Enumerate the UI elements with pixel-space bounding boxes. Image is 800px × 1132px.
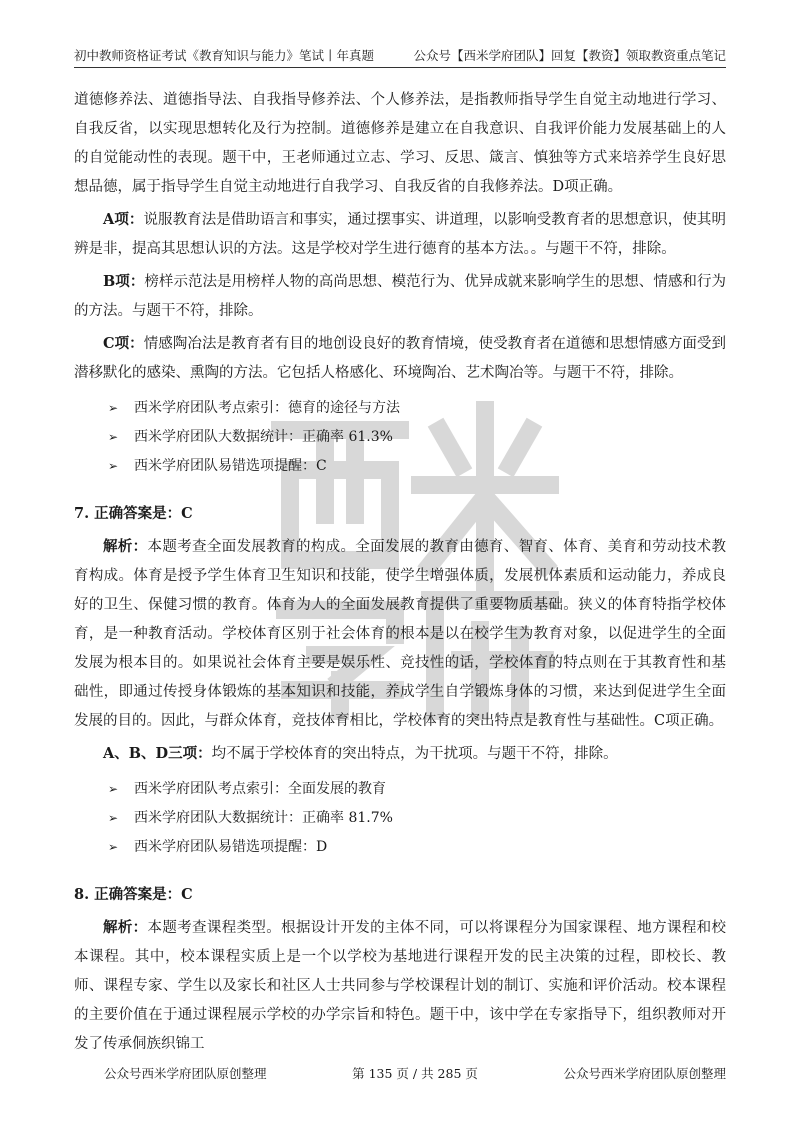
- list-item: ➢ 西米学府团队考点索引：德育的途径与方法: [108, 394, 726, 423]
- option-c-paragraph: [74, 329, 726, 388]
- arrowhead-bullet-icon: ➢: [108, 430, 119, 444]
- arrowhead-bullet-icon: ➢: [108, 401, 119, 415]
- page-number: 第 135 页 / 共 285 页: [352, 1066, 478, 1081]
- header-right-text: 公众号【西米学府团队】回复【教资】领取教资重点笔记: [413, 48, 726, 63]
- option-a-text: 说服教育法是借助语言和事实，通过摆事实、讲道理，以影响受教育者的思想意识，使其明辨是非，提高其思想认识的方法。这是学校对学生进行德育的基本方法。。与题干不符，排除。: [74, 212, 726, 257]
- option-b-paragraph: [74, 267, 726, 326]
- question-7-options-note: [74, 739, 726, 769]
- list-item: ➢ 西米学府团队易错选项提醒：D: [108, 833, 726, 862]
- arrowhead-bullet-icon: ➢: [108, 782, 119, 796]
- option-c-label: C项：: [103, 335, 144, 352]
- list-item: ➢ 西米学府团队考点索引：全面发展的教育: [108, 775, 726, 804]
- footer-left-text: 公众号西米学府团队原创整理: [104, 1066, 267, 1081]
- arrowhead-bullet-icon: ➢: [108, 811, 119, 825]
- q6-notes-list: [108, 394, 726, 481]
- options-abd-text: 均不属于学校体育的突出特点，为干扰项。与题干不符，排除。: [211, 746, 618, 762]
- page-header: [74, 38, 726, 68]
- list-item: ➢ 西米学府团队大数据统计：正确率 81.7%: [108, 804, 726, 833]
- options-abd-label: A、B、D三项：: [103, 745, 212, 762]
- explanation-label: 解析：: [103, 538, 148, 555]
- q7-notes-list: [108, 775, 726, 862]
- header-left-text: 初中教师资格证考试《教育知识与能力》笔试丨年真题: [74, 48, 375, 63]
- arrowhead-bullet-icon: ➢: [108, 459, 119, 473]
- page-content: [74, 86, 726, 1059]
- option-c-text: 情感陶冶法是教育者有目的地创设良好的教育情境，使受教育者在道德和思想情感方面受到潜移默化的感染、熏陶的方法。它包括人格感化、环境陶冶、艺术陶冶等。与题干不符，排除。: [74, 336, 726, 381]
- option-a-label: A项：: [103, 211, 144, 228]
- question-8-answer-heading: 8. 正确答案是：C: [74, 886, 193, 903]
- question-8-explanation: [74, 913, 726, 1059]
- question-7-answer-heading: 7. 正确答案是：C: [74, 505, 193, 522]
- list-item: ➢ 西米学府团队易错选项提醒：C: [108, 452, 726, 481]
- page-footer: [104, 1064, 726, 1082]
- footer-right-text: 公众号西米学府团队原创整理: [563, 1066, 726, 1081]
- explanation-label: 解析：: [103, 919, 148, 936]
- option-a-paragraph: [74, 205, 726, 264]
- intro-paragraph: 道德修养法、道德指导法、自我指导修养法、个人修养法，是指教师指导学生自觉主动地进行学习、自我反省，以实现思想转化及行为控制。道德修养是建立在自我意识、自我评价能力发展基础上的人的自觉能动性的表现。题干中，王老师通过立志、学习、反思、箴言、慎独等方式来培养学生良好思想品德，属于指导学生自觉主动地进行自我学习、自我反省的自我修养法。D项正确。: [74, 92, 726, 195]
- arrowhead-bullet-icon: ➢: [108, 840, 119, 854]
- explanation-text: 本题考查课程类型。根据设计开发的主体不同，可以将课程分为国家课程、地方课程和校本课程。其中，校本课程实质上是一个以学校为基地进行课程开发的民主决策的过程，即校长、教师、课程专家、学生以及家长和社区人士共同参与学校课程计划的制订、实施和评价活动。校本课程的主要价值在于通过课程展示学校的办学宗旨和特色。题干中，该中学在专家指导下，组织教师对开发了传承侗族织锦工: [74, 920, 727, 1052]
- explanation-text: 本题考查全面发展教育的构成。全面发展的教育由德育、智育、体育、美育和劳动技术教育构成。体育是授予学生体育卫生知识和技能，使学生增强体质，发展机体素质和运动能力，养成良好的卫生、保健习惯的教育。体育为人的全面发展教育提供了重要物质基础。狭义的体育特指学校体育，是一种教育活动。学校体育区别于社会体育的根本是以在校学生为教育对象，以促进学生的全面发展为根本目的。如果说社会体育主要是娱乐性、竞技性的话，学校体育的特点则在于其教育性和基础性，即通过传授身体锻炼的基本知识和技能，养成学生自学锻炼身体的习惯，来达到促进学生全面发展的目的。因此，与群众体育，竞技体育相比，学校体育的突出特点是教育性与基础性。C项正确。: [74, 539, 727, 729]
- option-b-label: B项：: [103, 273, 145, 290]
- list-item: ➢ 西米学府团队大数据统计：正确率 61.3%: [108, 423, 726, 452]
- option-b-text: 榜样示范法是用榜样人物的高尚思想、模范行为、优异成就来影响学生的思想、情感和行为的方法。与题干不符，排除。: [74, 274, 726, 319]
- question-7-explanation: [74, 532, 726, 736]
